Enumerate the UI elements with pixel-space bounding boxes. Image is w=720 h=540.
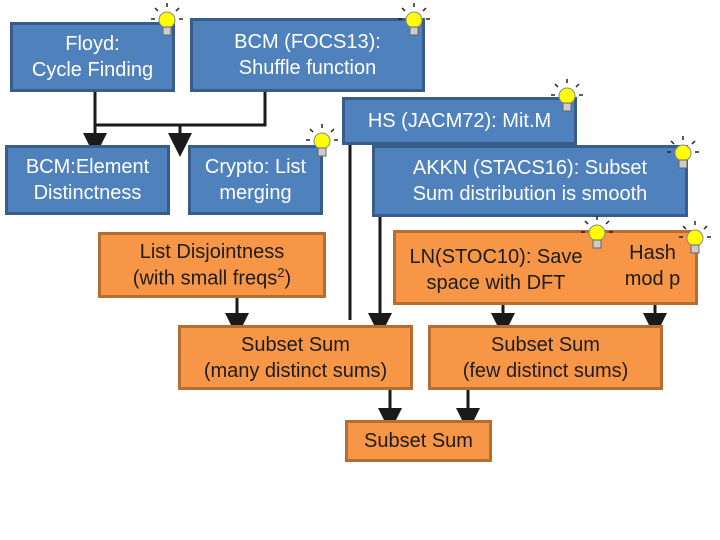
node-ln-line1: LN(STOC10): Save — [409, 246, 583, 268]
node-hs-line1: HS (JACM72): Mit.M — [367, 110, 552, 132]
lightbulb-icon — [150, 2, 184, 40]
node-list-disjointness-line2 — [133, 265, 291, 292]
node-crypto-line2: merging — [219, 182, 292, 204]
lightbulb-icon — [550, 78, 584, 116]
node-crypto-line1: Crypto: List — [204, 156, 307, 178]
node-bcm-element — [5, 145, 170, 215]
node-akkn-line2: Sum distribution is smooth — [412, 183, 648, 205]
node-ln-line2: space with DFT — [426, 272, 566, 294]
node-bcm-focs-line2: Shuffle function — [238, 57, 377, 79]
lightbulb-icon — [678, 220, 712, 258]
node-floyd-line2: Cycle Finding — [31, 59, 154, 81]
node-crypto — [188, 145, 323, 215]
node-ss-few-line1: Subset Sum — [491, 333, 600, 356]
node-list-disjointness — [98, 232, 326, 298]
lightbulb-icon — [305, 123, 339, 161]
node-bcm-focs-line1: BCM (FOCS13): — [234, 31, 381, 53]
node-list-disjointness-line2-suffix: ) — [284, 267, 292, 290]
node-hash-line1: Hash — [629, 242, 676, 264]
node-floyd-line1: Floyd: — [65, 33, 120, 55]
lightbulb-icon — [666, 135, 700, 173]
node-ln — [396, 244, 596, 296]
node-hs — [342, 97, 577, 145]
node-bcm-element-line2: Distinctness — [33, 182, 142, 204]
node-ss-final — [345, 420, 492, 462]
lightbulb-icon — [397, 2, 431, 40]
node-ss-many-line2: (many distinct sums) — [203, 359, 388, 382]
node-ss-few — [428, 325, 663, 390]
lightbulb-icon — [580, 215, 614, 253]
node-list-disjointness-line2-prefix: (with small freqs — [132, 267, 278, 290]
node-akkn-line1: AKKN (STACS16): Subset — [412, 157, 648, 179]
node-ss-many — [178, 325, 413, 390]
node-bcm-focs — [190, 18, 425, 92]
node-ss-final-line1: Subset Sum — [364, 430, 473, 452]
node-list-disjointness-sup: 2 — [277, 264, 285, 280]
edge-bcmfocs-branch — [95, 92, 265, 125]
node-akkn — [372, 145, 688, 217]
node-ss-many-line1: Subset Sum — [241, 333, 350, 356]
node-hash-line2: mod p — [624, 268, 681, 290]
node-bcm-element-line1: BCM:Element — [25, 156, 150, 178]
node-ss-few-line2: (few distinct sums) — [462, 359, 629, 382]
node-list-disjointness-line1: List Disjointness — [139, 240, 285, 263]
